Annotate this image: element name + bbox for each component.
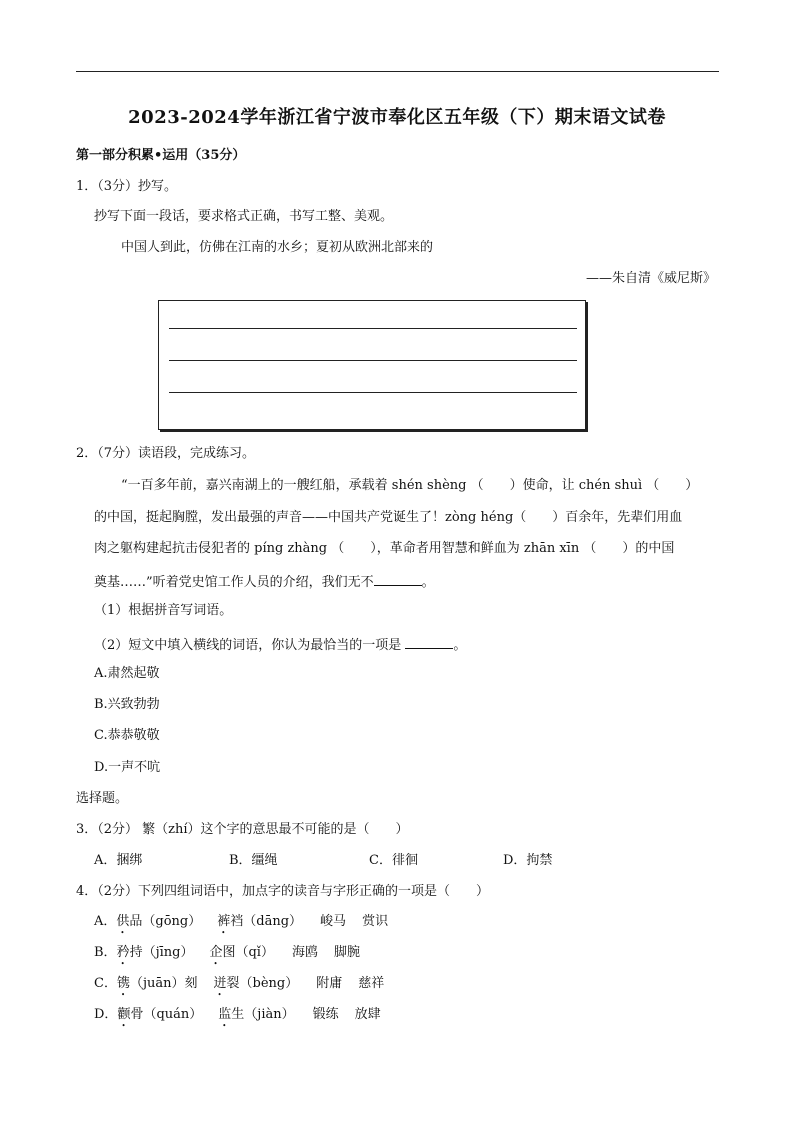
q2-option-d[interactable]: D.一声不吭 [94, 760, 161, 775]
part1-heading: 第一部分积累•运用（35分） [76, 148, 246, 163]
word: 附庸 [316, 976, 343, 991]
q2-sub2-text: （2）短文中填入横线的词语，你认为最恰当的一项是 [94, 638, 406, 653]
word-rest: 图（qǐ） [222, 945, 274, 960]
word-rest: 品（gōng） [129, 914, 202, 929]
fill-blank[interactable] [374, 571, 422, 586]
option-label: C． [94, 976, 117, 991]
word-rest: 生（jiàn） [231, 1007, 295, 1022]
q2-sub2-end: 。 [453, 638, 467, 653]
word-rest: 裆（dāng） [230, 914, 303, 929]
word: 锻练 [312, 1007, 339, 1022]
word: 慈祥 [358, 976, 385, 991]
writing-line [169, 360, 577, 361]
word: 赏识 [362, 914, 389, 929]
writing-line [169, 328, 577, 329]
dotted-char: 供 [116, 914, 130, 929]
q3-stem: 3．（2分） 繁（zhí）这个字的意思最不可能的是（ ） [76, 822, 409, 837]
dotted-char: 监 [218, 1007, 232, 1022]
word: 峻马 [320, 914, 347, 929]
q2-paragraph-line [94, 571, 435, 592]
q1-instruction: 抄写下面一段话，要求格式正确，书写工整、美观。 [94, 209, 394, 224]
dotted-char: 企 [209, 945, 223, 960]
writing-line [169, 392, 577, 393]
option-label: A． [94, 914, 117, 929]
word: 脚腕 [333, 945, 360, 960]
word: 放肆 [354, 1007, 381, 1022]
q4-option-b[interactable] [94, 944, 360, 968]
dotted-char: 颧 [117, 1007, 131, 1022]
q2-option-a[interactable]: A.肃然起敬 [94, 666, 160, 681]
q2-option-b[interactable]: B.兴致勃勃 [94, 697, 160, 712]
q1-source: ——朱自清《威尼斯》 [585, 271, 716, 286]
option-label: B． [94, 945, 117, 960]
fill-blank[interactable] [405, 634, 453, 649]
word-rest: 裂（bèng） [226, 976, 299, 991]
q4-option-c[interactable] [94, 975, 384, 999]
q4-option-d[interactable] [94, 1006, 381, 1030]
word-rest: （juān）刻 [129, 976, 198, 991]
q3-option-b[interactable]: B．缰绳 [229, 853, 278, 868]
q4-stem: 4．（2分）下列四组词语中，加点字的读音与字形正确的一项是（ ） [76, 884, 490, 899]
q2-sub1: （1）根据拼音写词语。 [94, 603, 233, 618]
q2-paragraph-line: “一百多年前，嘉兴南湖上的一艘红船，承载着 shén shèng （ ）使命，让 chén shuì （ ） [121, 478, 699, 493]
q2-paragraph-line: 肉之躯构建起抗击侵犯者的 píng zhàng （ ），革命者用智慧和鲜血为 zhān xīn （ ）的中国 [94, 541, 675, 556]
q2-paragraph-end: 。 [421, 575, 435, 590]
word-rest: 持（jīng） [129, 945, 194, 960]
page-title: 2023-2024学年浙江省宁波市奉化区五年级（下）期末语文试卷 [128, 107, 666, 128]
dotted-char: 裤 [217, 914, 231, 929]
choice-heading: 选择题。 [76, 791, 129, 806]
q1-passage: 中国人到此，仿佛在江南的水乡；夏初从欧洲北部来的 [121, 240, 434, 255]
q3-option-a[interactable]: A．捆绑 [94, 853, 143, 868]
q2-stem: 2．（7分）读语段，完成练习。 [76, 446, 256, 461]
q2-sub2 [94, 634, 466, 655]
q1-stem: 1．（3分）抄写。 [76, 179, 178, 194]
q2-paragraph-line: 的中国，挺起胸膛，发出最强的声音——中国共产党诞生了！zòng héng（ ）百余年，先辈们用血 [94, 510, 683, 525]
dotted-char: 迸 [213, 976, 227, 991]
dotted-char: 矜 [116, 945, 130, 960]
q2-paragraph-text: 奠基……”听着党史馆工作人员的介绍，我们无不 [94, 575, 374, 590]
word: 海鸥 [291, 945, 318, 960]
dotted-char: 镌 [116, 976, 130, 991]
q3-option-c[interactable]: C．徘徊 [369, 853, 418, 868]
copy-writing-box[interactable] [158, 300, 586, 430]
q4-option-a[interactable] [94, 913, 388, 937]
top-divider [76, 71, 719, 72]
q3-option-d[interactable]: D．拘禁 [503, 853, 553, 868]
option-label: D． [94, 1007, 118, 1022]
q2-option-c[interactable]: C.恭恭敬敬 [94, 728, 160, 743]
word-rest: 骨（quán） [130, 1007, 203, 1022]
